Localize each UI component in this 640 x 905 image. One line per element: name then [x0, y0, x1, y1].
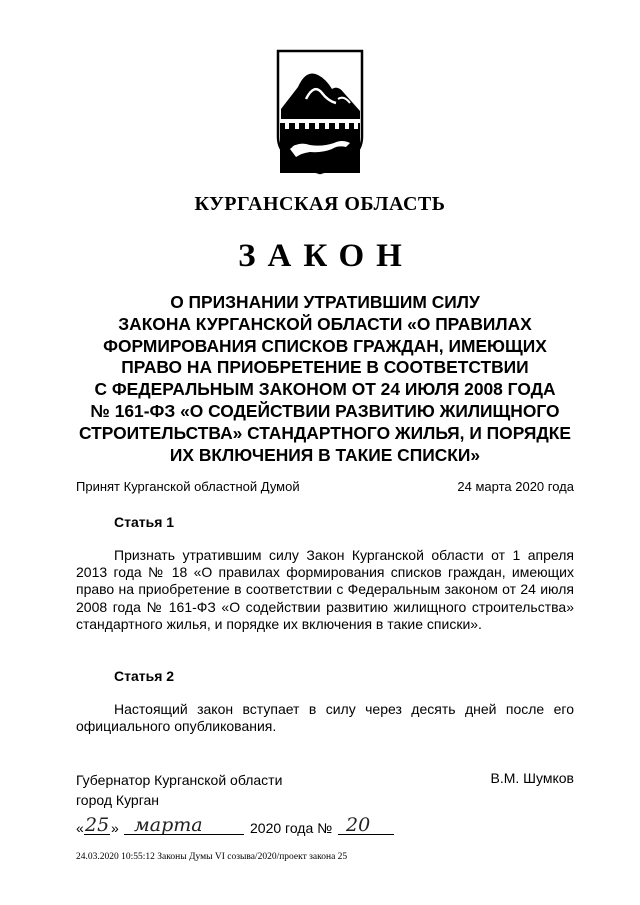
adoption-text: Принят Курганской областной Думой — [76, 479, 300, 494]
article-1-text: Признать утратившим силу Закон Курганской области от 1 апреля 2013 года № 18 «О правилах формирования списков граждан, имеющих право на приобретение в соответствии с Федеральным законом от 24 июля 2008 года № 161-ФЗ «О содействии развитию жилищного строительства» стандартного жилья, и порядке их включения в такие списки». — [76, 547, 574, 632]
close-quote: » — [111, 820, 119, 836]
signing-dateline — [76, 814, 416, 840]
signatory-block — [76, 770, 282, 810]
handwritten-day: 25 — [85, 814, 110, 836]
law-title-line: ИХ ВКЛЮЧЕНИЯ В ТАКИЕ СПИСКИ» — [169, 444, 481, 465]
coat-of-arms-emblem — [276, 49, 364, 175]
law-title-line: № 161-ФЗ «О СОДЕЙСТВИИ РАЗВИТИЮ ЖИЛИЩНОГО — [90, 400, 560, 421]
law-title-line: О ПРИЗНАНИИ УТРАТИВШИМ СИЛУ — [170, 292, 480, 312]
adoption-date: 24 марта 2020 года — [457, 479, 574, 494]
dateline-year: 2020 года № — [250, 820, 333, 836]
signatory-position: Губернатор Курганской области — [76, 772, 283, 788]
article-2-heading: Статья 2 — [114, 668, 175, 684]
region-heading: КУРГАНСКАЯ ОБЛАСТЬ — [194, 193, 446, 215]
signing-city: город Курган — [76, 792, 160, 808]
signatory-name: В.М. Шумков — [490, 770, 574, 786]
law-title-line: СТРОИТЕЛЬСТВА» СТАНДАРТНОГО ЖИЛЬЯ, И ПОРЯДКЕ — [79, 422, 571, 443]
law-title-line: ФОРМИРОВАНИЯ СПИСКОВ ГРАЖДАН, ИМЕЮЩИХ — [103, 335, 547, 356]
document-type-heading: ЗАКОН — [238, 238, 414, 274]
open-quote: « — [76, 820, 84, 836]
document-footer: 24.03.2020 10:55:12 Законы Думы VI созыва/2020/проект закона 25 — [76, 852, 348, 862]
law-title-line: ЗАКОНА КУРГАНСКОЙ ОБЛАСТИ «О ПРАВИЛАХ — [118, 313, 532, 334]
law-title-line: С ФЕДЕРАЛЬНЫМ ЗАКОНОМ ОТ 24 ИЮЛЯ 2008 ГОДА — [94, 379, 556, 400]
handwritten-month: марта — [134, 814, 203, 836]
handwritten-number: 20 — [346, 814, 371, 836]
law-title-line: ПРАВО НА ПРИОБРЕТЕНИЕ В СООТВЕТСТВИИ — [121, 357, 529, 378]
article-1-heading: Статья 1 — [114, 514, 175, 530]
article-2-text: Настоящий закон вступает в силу через десять дней после его официального опубликования. — [76, 701, 574, 735]
law-title — [60, 292, 590, 466]
